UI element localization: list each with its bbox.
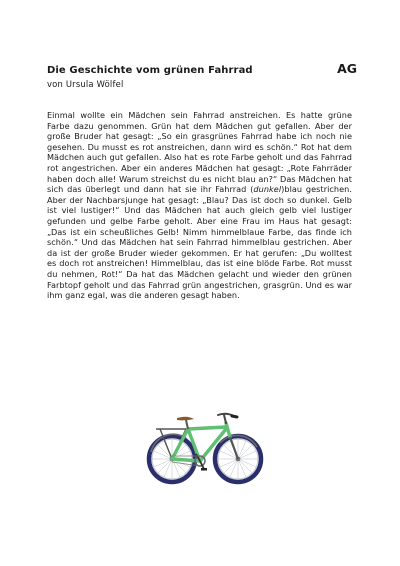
story-text-emphasis: dunkel [253, 184, 282, 195]
saddle [177, 417, 194, 421]
title-row [47, 61, 357, 76]
document-author: von Ursula Wölfel [47, 79, 124, 89]
green-bicycle-icon [142, 407, 266, 485]
story-text [47, 110, 352, 301]
document-title: Die Geschichte vom grünen Fahrrad [47, 65, 253, 76]
ag-badge: AG [337, 61, 357, 76]
story-text-part-1: Einmal wollte ein Mädchen sein Fahrrad anstreichen. Es hatte grüne Farbe dazu genommen. Grün hat dem Mädchen gut gefallen. Aber der große Bruder hat gesagt: „So ein grasgrünes Fahrrad habe ich noch nie gesehen. Du musst es rot anstreichen, dann wird es schön.“ Rot hat dem Mädchen auch gut gefallen. Also hat es rote Farbe geholt und das Fahrrad rot angestrichen. Aber ein anderes Mädchen hat gesagt: „Rote Fahrräder haben doch alle! Warum streichst du es nicht blau an?“ Das Mädchen hat sich das überlegt und dann hat sie ihr Fahrrad ( [47, 110, 352, 195]
document-header [47, 61, 357, 89]
story-text-part-2: )blau gestrichen. Aber der Nachbarsjunge hat gesagt: „Blau? Das ist doch so dunkel. Gelb ist viel lustiger!“ Und das Mädchen hat auch gleich gelb viel lustiger gefunden und gelbe Farbe geholt. Aber eine Frau im Haus hat gesagt: „Das ist ein scheußliches Gelb! Nimm himmelblaue Farbe, das finde ich schön.“ Und das Mädchen hat sein Fahrrad himmelblau gestrichen. Aber da ist der große Bruder wieder gekommen. Er hat gerufen: „Du wolltest es doch rot anstreichen! Himmelblau, das ist eine blöde Farbe. Rot musst du nehmen, Rot!“ Da hat das Mädchen gelacht und wieder den grünen Farbtopf geholt und das Fahrrad grün angestrichen, grasgrün. Und es war ihm ganz egal, was die anderen gesagt haben. [47, 184, 352, 301]
